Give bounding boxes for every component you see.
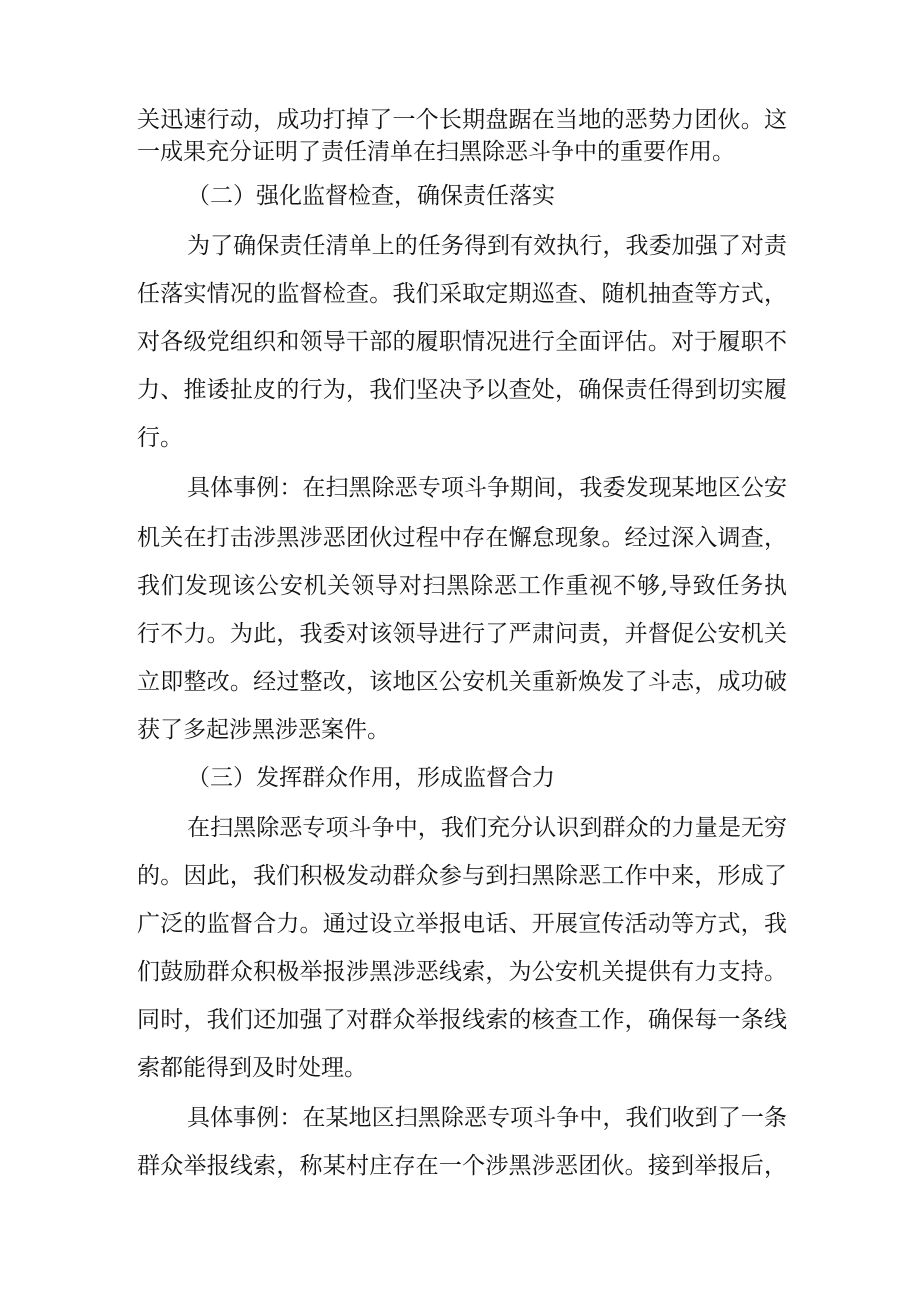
text-line: 立即整改。经过整改，该地区公安机关重新焕发了斗志，成功破: [137, 669, 787, 695]
text-line: 广泛的监督合力。通过设立举报电话、开展宣传活动等方式，我: [137, 911, 787, 937]
text-line: 一成果充分证明了责任清单在扫黑除恶斗争中的重要作用。: [137, 139, 735, 165]
text-line: 具体事例：在某地区扫黑除恶专项斗争中，我们收到了一条: [187, 1105, 787, 1131]
text-line: 机关在打击涉黑涉恶团伙过程中存在懈怠现象。经过深入调查，: [137, 525, 787, 551]
text-line: 行不力。为此，我委对该领导进行了严肃问责，并督促公安机关: [137, 621, 787, 647]
text-line: 群众举报线索，称某村庄存在一个涉黑涉恶团伙。接到举报后，: [137, 1153, 787, 1179]
text-line: 对各级党组织和领导干部的履职情况进行全面评估。对于履职不: [137, 329, 787, 355]
text-line: 力、推诿扯皮的行为，我们坚决予以查处，确保责任得到切实履: [137, 377, 787, 403]
text-line: 索都能得到及时处理。: [137, 1055, 367, 1081]
text-line: 们鼓励群众积极举报涉黑涉恶线索，为公安机关提供有力支持。: [137, 959, 787, 985]
text-line: 同时，我们还加强了对群众举报线索的核查工作，确保每一条线: [137, 1007, 787, 1033]
text-line: 我们发现该公安机关领导对扫黑除恶工作重视不够,导致任务执: [137, 573, 787, 599]
text-line: 任落实情况的监督检查。我们采取定期巡查、随机抽查等方式，: [137, 281, 787, 307]
text-line: 获了多起涉黑涉恶案件。: [137, 717, 390, 743]
section-heading-3: （三）发挥群众作用，形成监督合力: [187, 765, 555, 791]
text-line: 为了确保责任清单上的任务得到有效执行，我委加强了对责: [187, 233, 787, 259]
text-line: 在扫黑除恶专项斗争中，我们充分认识到群众的力量是无穷: [187, 815, 787, 841]
section-heading-2: （二）强化监督检查，确保责任落实: [187, 183, 555, 209]
text-line: 关迅速行动，成功打掉了一个长期盘踞在当地的恶势力团伙。这: [137, 107, 787, 133]
text-line: 行。: [137, 425, 183, 451]
text-line: 的。因此，我们积极发动群众参与到扫黑除恶工作中来，形成了: [137, 863, 787, 889]
text-line: 具体事例：在扫黑除恶专项斗争期间，我委发现某地区公安: [187, 475, 787, 501]
